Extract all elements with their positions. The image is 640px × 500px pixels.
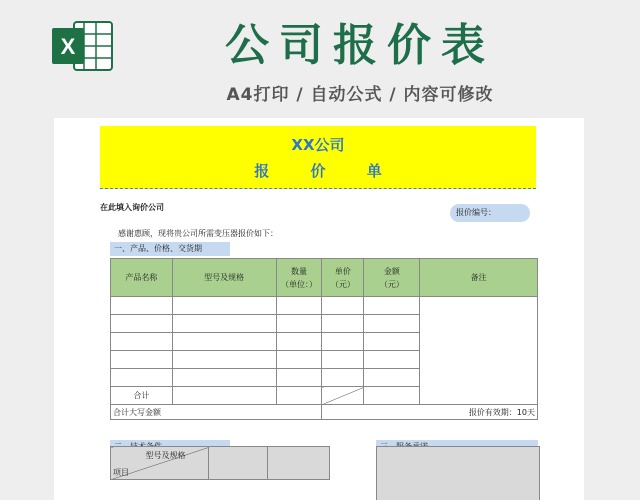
header-unit-price: 单价 （元） bbox=[322, 259, 364, 297]
total-amount-cell[interactable] bbox=[364, 387, 420, 405]
header-product-name: 产品名称 bbox=[111, 259, 173, 297]
header-model-spec: 型号及规格 bbox=[172, 259, 276, 297]
tech-header-row bbox=[111, 447, 330, 480]
tech-spec-header: 型号及规格 项目 bbox=[111, 447, 209, 480]
service-box[interactable] bbox=[376, 446, 540, 500]
thanks-line: 感谢惠顾，现将贵公司所需变压器报价如下： bbox=[118, 229, 278, 238]
table-header-row bbox=[111, 259, 538, 297]
title-block bbox=[100, 126, 536, 189]
remarks-cell[interactable] bbox=[420, 297, 538, 405]
total-in-words-label: 合计大写金额 bbox=[111, 405, 322, 420]
header-quantity: 数量 （单位：） bbox=[276, 259, 322, 297]
excel-logo-icon bbox=[50, 18, 116, 74]
quote-number-field[interactable]: 报价编号： bbox=[450, 204, 530, 222]
quote-table bbox=[110, 258, 538, 420]
total-label: 合计 bbox=[111, 387, 173, 405]
table-row[interactable] bbox=[111, 297, 538, 315]
tech-table bbox=[110, 446, 330, 480]
promo-header bbox=[0, 0, 640, 118]
logo-letter: X bbox=[60, 34, 76, 59]
company-name[interactable]: XX公司 bbox=[291, 136, 345, 154]
doc-title: 报 价 单 bbox=[254, 162, 400, 180]
total-slash-cell bbox=[322, 387, 364, 405]
client-company-field[interactable]: 在此填入询价公司 bbox=[100, 203, 164, 212]
header-amount: 金额 （元） bbox=[364, 259, 420, 297]
total-words-row bbox=[111, 405, 538, 420]
quote-sheet bbox=[54, 118, 584, 500]
subtitle: A4打印 / 自动公式 / 内容可修改 bbox=[226, 85, 494, 105]
validity-text: 报价有效期：10天 bbox=[322, 405, 538, 420]
main-title: 公司报价表 bbox=[225, 20, 495, 71]
header-remarks: 备注 bbox=[420, 259, 538, 297]
section-products-title: 一、产品、价格、交货期 bbox=[110, 242, 230, 256]
